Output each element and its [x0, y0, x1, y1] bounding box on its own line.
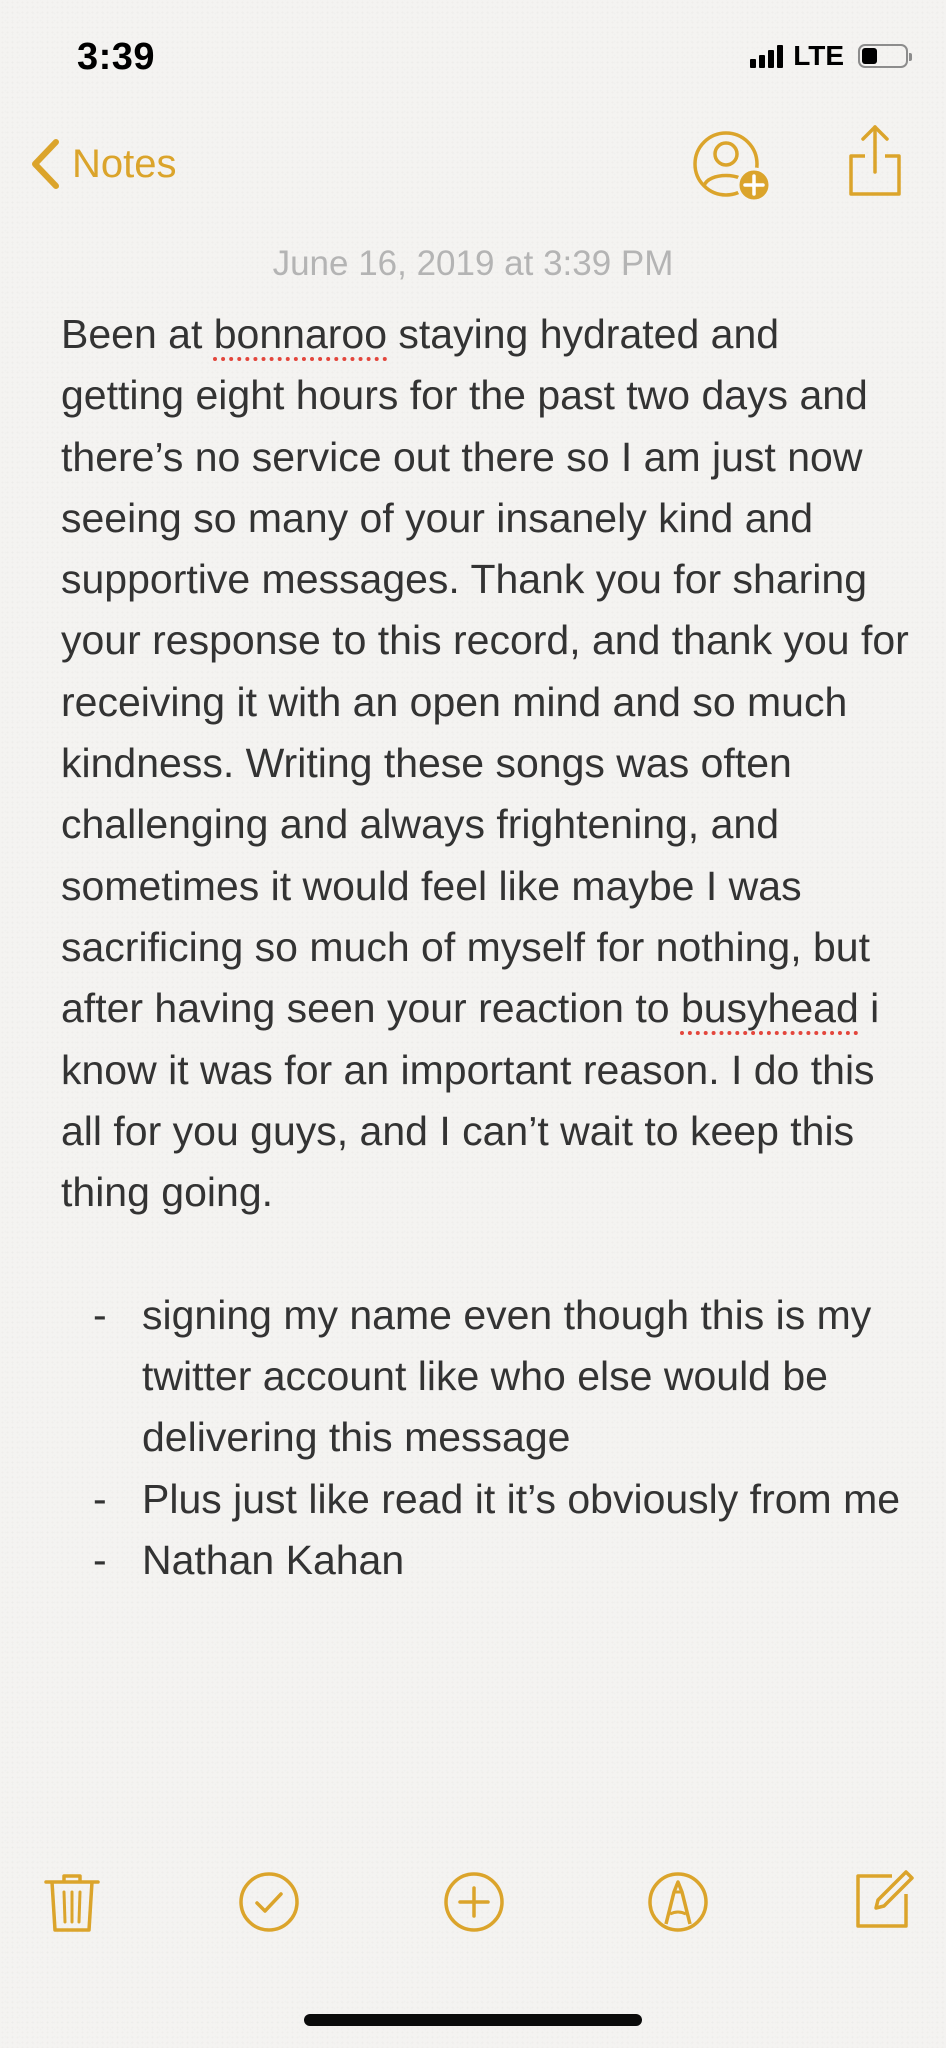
add-icon[interactable]	[442, 1870, 506, 1934]
list-item	[61, 1530, 942, 1591]
status-time: 3:39	[77, 36, 156, 78]
trash-icon[interactable]	[40, 1870, 104, 1934]
note-text: Been at	[61, 311, 214, 357]
network-type: LTE	[793, 40, 844, 71]
note-text: staying hydrated and getting eight hours for the past two days and there’s no service out there so I am just now seeing so many of your insanely kind and supportive messages. Thank you for sharing your response to this record, and thank you for receiving it with an open mind and so much kindness. Writing these songs was often challenging and always frightening, and sometimes it would feel like maybe I was sacrificing so much of myself for nothing, but after having seen your reaction to	[61, 311, 909, 1032]
note-paragraph	[61, 304, 911, 1223]
compose-icon[interactable]	[852, 1866, 916, 1930]
share-icon[interactable]	[848, 122, 902, 198]
checklist-icon[interactable]	[237, 1870, 301, 1934]
status-bar	[0, 0, 946, 110]
misspelled-word: busyhead	[680, 985, 859, 1032]
cellular-signal-icon	[750, 44, 783, 68]
status-indicators	[750, 40, 908, 72]
list-dash: -	[93, 1291, 107, 1338]
back-button[interactable]	[28, 138, 177, 190]
misspelled-word: bonnaroo	[213, 311, 388, 357]
note-body[interactable]	[61, 304, 911, 1591]
note-date: June 16, 2019 at 3:39 PM	[272, 244, 674, 283]
list-item	[61, 1469, 942, 1530]
list-item-text: signing my name even though this is my twitter account like who else would be delivering this message	[142, 1291, 872, 1461]
chevron-left-icon	[28, 138, 62, 190]
battery-icon	[858, 44, 908, 68]
markup-icon[interactable]	[646, 1870, 710, 1934]
back-label: Notes	[72, 141, 177, 186]
add-people-icon[interactable]	[690, 128, 776, 208]
battery-level	[862, 48, 877, 64]
list-dash: -	[93, 1536, 107, 1583]
list-item	[61, 1285, 942, 1469]
home-indicator[interactable]	[304, 2014, 642, 2026]
bottom-toolbar	[0, 1870, 946, 1950]
list-dash: -	[93, 1475, 107, 1522]
note-text: i know it was for an important reason. I do this all for you guys, and I can’t wait to keep this thing going.	[61, 985, 880, 1216]
nav-bar	[0, 120, 946, 210]
list-item-text: Nathan Kahan	[142, 1536, 405, 1583]
list-item-text: Plus just like read it it’s obviously from me	[142, 1475, 901, 1522]
dash-list	[61, 1285, 911, 1591]
